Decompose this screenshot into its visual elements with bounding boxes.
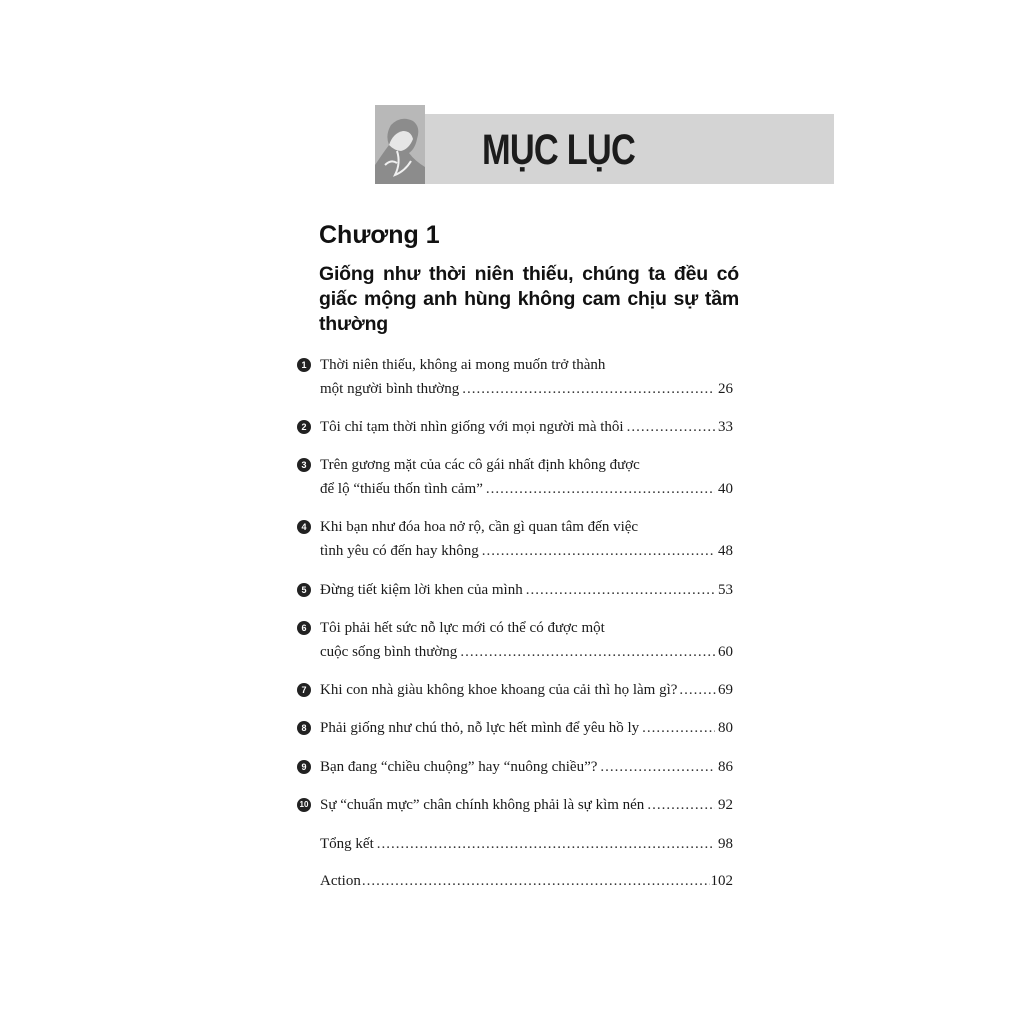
entry-title-line1: Phải giống như chú thỏ, nỗ lực hết mình để yêu hồ ly bbox=[320, 720, 640, 736]
number-badge: 6 bbox=[297, 621, 311, 635]
page-number: 53 bbox=[718, 582, 733, 598]
page-number: 69 bbox=[718, 682, 733, 698]
dot-leader bbox=[647, 794, 715, 816]
dot-leader bbox=[600, 756, 715, 778]
number-badge: 8 bbox=[297, 721, 311, 735]
dot-leader bbox=[377, 833, 715, 855]
entry-title-line1: Tôi phải hết sức nỗ lực mới có thể có được một bbox=[320, 620, 605, 636]
page-title: MỤC LỤC bbox=[482, 126, 635, 174]
number-badge: 7 bbox=[297, 683, 311, 697]
dot-leader bbox=[482, 540, 715, 562]
entry-title-line2: tình yêu có đến hay không bbox=[320, 543, 479, 559]
entry-title-line1: Tôi chỉ tạm thời nhìn giống với mọi người mà thôi bbox=[320, 419, 624, 435]
entry-title-line1: Trên gương mặt của các cô gái nhất định không được bbox=[320, 457, 640, 473]
entry-title-line1: Thời niên thiếu, không ai mong muốn trở thành bbox=[320, 357, 606, 373]
page-number: 86 bbox=[718, 759, 733, 775]
page-number: 92 bbox=[718, 797, 733, 813]
entry-title-line1: Khi con nhà giàu không khoe khoang của cải thì họ làm gì? bbox=[320, 682, 678, 698]
number-badge: 5 bbox=[297, 583, 311, 597]
page-number: 102 bbox=[710, 873, 733, 889]
entry-title-line2: một người bình thường bbox=[320, 381, 460, 397]
entry-title-line1: Khi bạn như đóa hoa nở rộ, cần gì quan tâm đến việc bbox=[320, 519, 639, 535]
chapter-subtitle: Giống như thời niên thiếu, chúng ta đều có giấc mộng anh hùng không cam chịu sự tầm thường bbox=[319, 263, 739, 335]
number-badge: 3 bbox=[297, 458, 311, 472]
number-badge: 1 bbox=[297, 358, 311, 372]
page-number: 40 bbox=[718, 481, 733, 497]
dot-leader bbox=[526, 579, 715, 601]
number-badge: 4 bbox=[297, 520, 311, 534]
page-number: 33 bbox=[718, 419, 733, 435]
dot-leader bbox=[642, 717, 715, 739]
dot-leader bbox=[679, 679, 716, 701]
entry-title-line1: Action bbox=[320, 873, 361, 889]
entry-title-line1: Đừng tiết kiệm lời khen của mình bbox=[320, 582, 523, 598]
entry-title-line1: Tổng kết bbox=[320, 836, 374, 852]
dot-leader bbox=[460, 641, 715, 663]
chapter-label: Chương 1 bbox=[319, 221, 440, 249]
number-badge: 10 bbox=[297, 798, 311, 812]
page-number: 60 bbox=[718, 644, 733, 660]
page-number: 26 bbox=[718, 381, 733, 397]
entry-title-line1: Bạn đang “chiều chuộng” hay “nuông chiều”? bbox=[320, 759, 598, 775]
page-number: 80 bbox=[718, 720, 733, 736]
number-badge: 2 bbox=[297, 420, 311, 434]
dot-leader bbox=[462, 378, 715, 400]
page-number: 98 bbox=[718, 836, 733, 852]
dot-leader bbox=[362, 870, 710, 892]
entry-title-line2: để lộ “thiếu thốn tình cảm” bbox=[320, 481, 483, 497]
dot-leader bbox=[627, 416, 715, 438]
dot-leader bbox=[486, 478, 715, 500]
number-badge: 9 bbox=[297, 760, 311, 774]
page-number: 48 bbox=[718, 543, 733, 559]
portrait-silhouette-icon bbox=[375, 105, 425, 184]
entry-title-line2: cuộc sống bình thường bbox=[320, 644, 458, 660]
entry-title-line1: Sự “chuẩn mực” chân chính không phải là sự kìm nén bbox=[320, 797, 645, 813]
